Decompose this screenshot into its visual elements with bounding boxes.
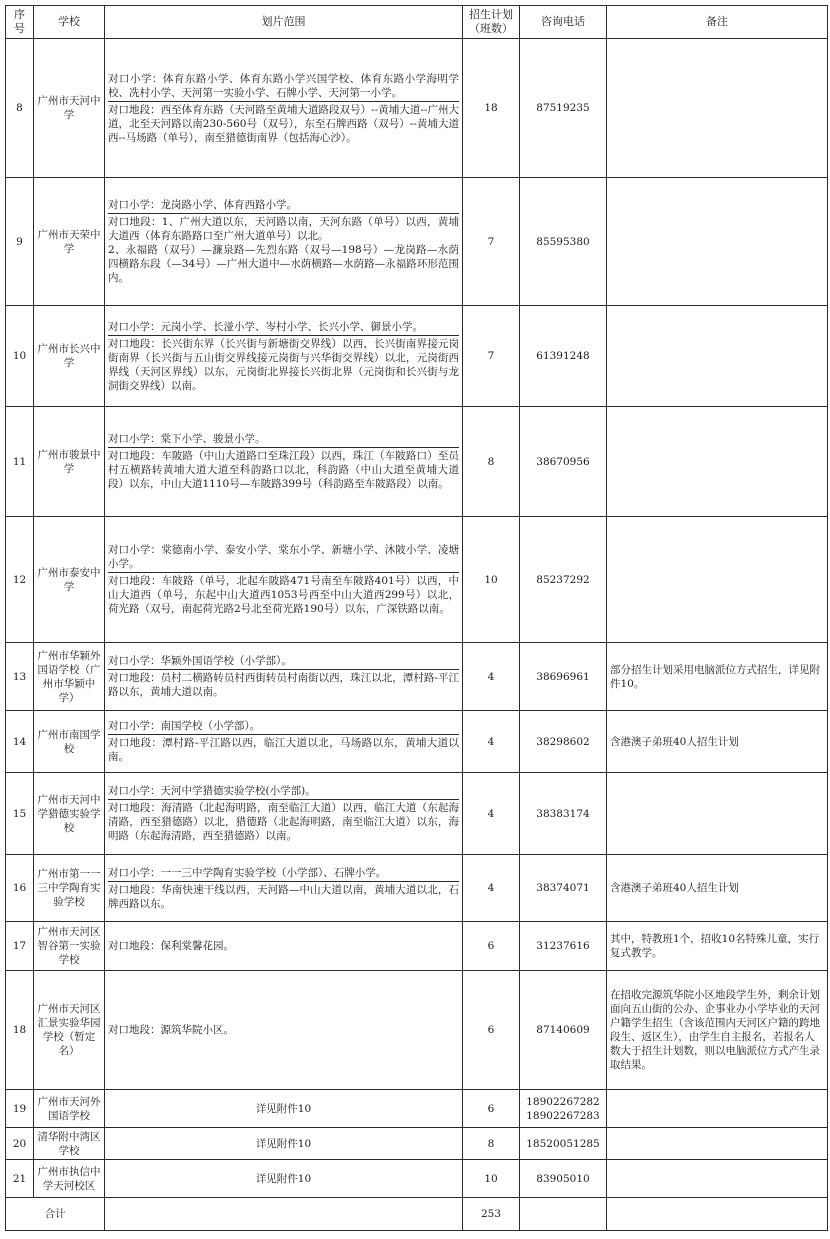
contact-phone-text: 38374071 bbox=[536, 882, 590, 894]
remarks bbox=[607, 922, 828, 971]
remarks bbox=[607, 711, 828, 773]
contact-phone-text: 87140609 bbox=[536, 1024, 590, 1036]
table-row bbox=[6, 971, 828, 1090]
table-row bbox=[6, 306, 828, 407]
matched-primary-schools: 对口小学：体育东路小学、体育东路小学兴国学校、体育东路小学海明学校、冼村小学、天河第一实验小学、石牌小学、天河第一小学。 bbox=[108, 72, 459, 99]
remarks bbox=[607, 855, 828, 922]
enrollment-plan bbox=[463, 711, 520, 773]
matched-area: 对口地段：长兴街东界（长兴街与新塘街交界线）以西，长兴街南界接元岗街南界（长兴街与五山街交界线接元岗街与兴华街交界线）以北，元岗街西界线（天河区界线）以东，元岗街北界接长兴街北界（元岗街和长兴街与龙洞街交界线）以南。 bbox=[108, 335, 459, 394]
school-name-text: 广州市骏景中学 bbox=[37, 448, 101, 475]
table-row bbox=[6, 39, 828, 178]
contact-phone bbox=[520, 855, 607, 922]
remarks-text: 其中，特教班1个，招收10名特殊儿童，实行复式教学。 bbox=[610, 933, 820, 959]
school-name-text: 广州市天荣中学 bbox=[37, 228, 101, 255]
header-plan: 招生计划（班数） bbox=[463, 6, 520, 39]
zoning-range bbox=[105, 407, 463, 517]
row-number-text: 10 bbox=[12, 350, 27, 362]
contact-phone bbox=[520, 1090, 607, 1128]
matched-area: 对口地段：1、广州大道以东，天河路以南，天河东路（单号）以西，黄埔大道西（体育东路路口至广州大道单号）以北。 2、永福路（双号）—濂泉路—先烈东路（双号—198号）—龙岗路—水荫四横路东段（—34号）—广州大道中—水荫横路—水荫路—永福路环形范围内。 bbox=[108, 213, 459, 286]
school-name-text: 清华附中湾区学校 bbox=[37, 1130, 101, 1157]
zoning-range-text: 详见附件10 bbox=[255, 1172, 312, 1185]
matched-area: 对口地段：源筑华院小区。 bbox=[108, 1024, 234, 1036]
enrollment-plan-text: 7 bbox=[487, 350, 495, 362]
row-number-text: 13 bbox=[12, 670, 27, 683]
contact-phone-text: 83905010 bbox=[536, 1172, 590, 1185]
matched-area: 对口地段：车陂路（中山大道路口至珠江段）以西，珠江（车陂路口）至员村五横路转黄埔大道大道至科韵路口以北，科韵路（中山大道至黄埔大道段）以东，中山大道1110号—车陂路399号（科韵路至车陂路段）以南。 bbox=[108, 447, 459, 492]
enrollment-plan-text: 4 bbox=[487, 807, 495, 820]
row-number bbox=[6, 1128, 34, 1160]
matched-area: 对口地段：保利棠馨花园。 bbox=[108, 940, 234, 952]
remarks-text: 含港澳子弟班40人招生计划 bbox=[610, 735, 739, 748]
remarks bbox=[607, 1090, 828, 1128]
row-number bbox=[6, 971, 34, 1090]
school-name bbox=[34, 306, 105, 407]
zoning-range bbox=[105, 922, 463, 971]
header-no: 序号 bbox=[6, 6, 34, 39]
header-row bbox=[6, 6, 828, 39]
table-row bbox=[6, 407, 828, 517]
contact-phone bbox=[520, 1128, 607, 1160]
school-name bbox=[34, 922, 105, 971]
enrollment-plan bbox=[463, 39, 520, 178]
total-phone-empty bbox=[520, 1198, 607, 1231]
enrollment-plan-text: 6 bbox=[487, 1102, 495, 1115]
enrollment-plan-text: 4 bbox=[487, 882, 495, 894]
enrollment-plan bbox=[463, 517, 520, 643]
enrollment-plan bbox=[463, 643, 520, 711]
zoning-range bbox=[105, 517, 463, 643]
row-number bbox=[6, 306, 34, 407]
table-row bbox=[6, 1090, 828, 1128]
contact-phone-text: 38696961 bbox=[536, 670, 590, 683]
remarks bbox=[607, 39, 828, 178]
row-number bbox=[6, 1160, 34, 1198]
remarks bbox=[607, 1160, 828, 1198]
row-number bbox=[6, 773, 34, 855]
contact-phone-text: 38383174 bbox=[536, 807, 590, 820]
remarks bbox=[607, 517, 828, 643]
enrollment-plan-text: 4 bbox=[487, 735, 495, 748]
matched-primary-schools: 对口小学：华颖外国语学校（小学部）。 bbox=[108, 655, 292, 667]
table-row bbox=[6, 711, 828, 773]
header-range: 划片范围 bbox=[105, 6, 463, 39]
zoning-range bbox=[105, 306, 463, 407]
table-row bbox=[6, 855, 828, 922]
total-range-empty bbox=[105, 1198, 463, 1231]
total-label: 合计 bbox=[6, 1198, 105, 1231]
row-number bbox=[6, 407, 34, 517]
zoning-range bbox=[105, 855, 463, 922]
school-name bbox=[34, 1160, 105, 1198]
school-name bbox=[34, 39, 105, 178]
row-number-text: 21 bbox=[12, 1172, 27, 1185]
enrollment-plan bbox=[463, 1128, 520, 1160]
school-name bbox=[34, 517, 105, 643]
row-number-text: 20 bbox=[12, 1137, 27, 1150]
school-name-text: 广州市执信中学天河校区 bbox=[37, 1165, 101, 1192]
contact-phone bbox=[520, 407, 607, 517]
contact-phone-text: 31237616 bbox=[536, 940, 590, 952]
enrollment-plan-text: 7 bbox=[487, 235, 495, 248]
school-name-text: 广州市华颖外国语学校（广州市华颖中学） bbox=[37, 649, 101, 704]
contact-phone bbox=[520, 178, 607, 306]
contact-phone bbox=[520, 306, 607, 407]
zoning-range bbox=[105, 971, 463, 1090]
zoning-range bbox=[105, 1090, 463, 1128]
remarks bbox=[607, 178, 828, 306]
school-name bbox=[34, 971, 105, 1090]
row-number bbox=[6, 855, 34, 922]
row-number-text: 11 bbox=[12, 455, 27, 468]
contact-phone-text: 85237292 bbox=[536, 573, 590, 586]
contact-phone bbox=[520, 922, 607, 971]
table-row bbox=[6, 517, 828, 643]
matched-area: 对口地段：华南快速干线以西，天河路—中山大道以南，黄埔大道以北，石牌西路以东。 bbox=[108, 881, 459, 912]
total-note-empty bbox=[607, 1198, 828, 1231]
school-name bbox=[34, 773, 105, 855]
contact-phone bbox=[520, 1160, 607, 1198]
total-plan: 253 bbox=[463, 1198, 520, 1231]
remarks bbox=[607, 1128, 828, 1160]
row-number-text: 12 bbox=[12, 573, 27, 586]
row-number bbox=[6, 178, 34, 306]
school-name bbox=[34, 711, 105, 773]
remarks bbox=[607, 306, 828, 407]
row-number-text: 16 bbox=[12, 882, 27, 894]
matched-primary-schools: 对口小学：棠德南小学、泰安小学、棠东小学、新塘小学、沐陂小学、凌塘小学。 bbox=[108, 544, 459, 570]
school-name bbox=[34, 1090, 105, 1128]
matched-primary-schools: 对口小学：龙岗路小学、体育西路小学。 bbox=[108, 199, 297, 211]
school-name bbox=[34, 178, 105, 306]
total-row bbox=[6, 1198, 828, 1231]
matched-area: 对口地段：海清路（北起海明路，南至临江大道）以西，临江大道（东起海清路，西至猎德路）以北，猎德路（北起海明路，南至临江大道）以东，海明路（东起海清路，西至猎德路）以南。 bbox=[108, 799, 459, 844]
school-name-text: 广州市天河区智谷第一实验学校 bbox=[37, 926, 101, 966]
table-row bbox=[6, 1160, 828, 1198]
enrollment-plan-text: 8 bbox=[487, 1137, 495, 1150]
table-row bbox=[6, 922, 828, 971]
contact-phone bbox=[520, 971, 607, 1090]
school-name-text: 广州市南国学校 bbox=[37, 728, 101, 755]
school-name-text: 广州市天河中学 bbox=[37, 95, 101, 121]
enrollment-plan-text: 4 bbox=[487, 670, 495, 683]
enrollment-plan-text: 6 bbox=[487, 1024, 495, 1036]
enrollment-plan-text: 6 bbox=[487, 940, 495, 952]
enrollment-plan bbox=[463, 178, 520, 306]
matched-area: 对口地段：车陂路（单号，北起车陂路471号南至车陂路401号）以西，中山大道西（单号，东起中山大道西1053号西至中山大道西299号）以北，荷光路（双号，南起荷光路2号北至荷光路190号）以东，广深铁路以南。 bbox=[108, 572, 459, 617]
remarks bbox=[607, 643, 828, 711]
zoning-range bbox=[105, 178, 463, 306]
school-name-text: 广州市泰安中学 bbox=[37, 566, 101, 593]
school-name bbox=[34, 643, 105, 711]
remarks bbox=[607, 971, 828, 1090]
matched-primary-schools: 对口小学：元岗小学、长湴小学、岑村小学、长兴小学、御景小学。 bbox=[108, 320, 423, 333]
zoning-range-text: 详见附件10 bbox=[255, 1102, 312, 1115]
enrollment-plan-text: 8 bbox=[487, 455, 495, 468]
header-note: 备注 bbox=[607, 6, 828, 39]
row-number-text: 14 bbox=[12, 735, 27, 748]
header-phone: 咨询电话 bbox=[520, 6, 607, 39]
enrollment-plan bbox=[463, 1090, 520, 1128]
enrollment-plan bbox=[463, 922, 520, 971]
contact-phone-text: 38670956 bbox=[536, 455, 590, 468]
enrollment-plan bbox=[463, 773, 520, 855]
row-number bbox=[6, 711, 34, 773]
row-number bbox=[6, 922, 34, 971]
zoning-range-text: 详见附件10 bbox=[255, 1137, 312, 1150]
contact-phone-text: 18902267282 18902267283 bbox=[526, 1095, 600, 1122]
row-number-text: 8 bbox=[16, 102, 23, 114]
enrollment-plan bbox=[463, 971, 520, 1090]
enrollment-plan bbox=[463, 1160, 520, 1198]
contact-phone-text: 87519235 bbox=[536, 102, 590, 114]
school-name bbox=[34, 407, 105, 517]
contact-phone bbox=[520, 711, 607, 773]
row-number-text: 9 bbox=[16, 235, 23, 248]
matched-area: 对口地段：西至体育东路（天河路至黄埔大道路段双号）--黄埔大道--广州大道，北至天河路以南230-560号（双号），东至石牌西路（双号）--黄埔大道西--马场路（单号），南至猎德街南界（包括海心沙）。 bbox=[108, 101, 459, 146]
contact-phone bbox=[520, 517, 607, 643]
matched-area: 对口地段：员村二横路转员村西街转员村南街以西，珠江以北，潭村路-平江路以东，黄埔大道以南。 bbox=[108, 669, 459, 700]
school-name bbox=[34, 855, 105, 922]
remarks-text: 含港澳子弟班40人招生计划 bbox=[610, 882, 739, 894]
row-number bbox=[6, 517, 34, 643]
school-name-text: 广州市天河中学猎德实验学校 bbox=[37, 793, 101, 834]
matched-primary-schools: 对口小学：一一三中学陶育实验学校（小学部）、石牌小学。 bbox=[108, 866, 387, 879]
enrollment-plan-text: 10 bbox=[484, 573, 498, 586]
contact-phone-text: 85595380 bbox=[536, 235, 590, 248]
zoning-range bbox=[105, 1160, 463, 1198]
zoning-range bbox=[105, 643, 463, 711]
matched-primary-schools: 对口小学：南国学校（小学部）。 bbox=[108, 720, 261, 732]
contact-phone bbox=[520, 39, 607, 178]
row-number-text: 17 bbox=[12, 940, 27, 952]
zoning-range bbox=[105, 39, 463, 178]
row-number-text: 18 bbox=[12, 1024, 27, 1036]
contact-phone-text: 38298602 bbox=[536, 735, 590, 748]
enrollment-plan-text: 18 bbox=[484, 102, 498, 114]
contact-phone-text: 61391248 bbox=[536, 350, 590, 362]
row-number-text: 19 bbox=[12, 1102, 27, 1115]
matched-area: 对口地段：潭村路-平江路以西，临江大道以北，马场路以东，黄埔大道以南。 bbox=[108, 734, 459, 765]
document-page bbox=[0, 5, 830, 1239]
table-row bbox=[6, 773, 828, 855]
zoning-range bbox=[105, 773, 463, 855]
remarks-text: 在招收完源筑华院小区地段学生外，剩余计划面向五山街的公办、企事业办小学毕业的天河户籍学生招生（含该范围内天河区户籍的跨地段生、返区生），由学生自主报名，若报名人数大于招生计划数，则以电脑派位方式产生录取结果。 bbox=[610, 989, 820, 1071]
enrollment-plan-text: 10 bbox=[484, 1172, 498, 1185]
school-name-text: 广州市长兴中学 bbox=[37, 343, 101, 369]
zoning-range bbox=[105, 711, 463, 773]
school-name-text: 广州市第一一三中学陶育实验学校 bbox=[37, 868, 101, 908]
row-number bbox=[6, 643, 34, 711]
remarks-text: 部分招生计划采用电脑派位方式招生，详见附件10。 bbox=[610, 663, 820, 690]
table-row bbox=[6, 178, 828, 306]
school-name bbox=[34, 1128, 105, 1160]
enrollment-plan bbox=[463, 855, 520, 922]
header-school: 学校 bbox=[34, 6, 105, 39]
table-row bbox=[6, 1128, 828, 1160]
school-name-text: 广州市天河区汇景实验华园学校（暂定名） bbox=[37, 1003, 101, 1057]
row-number-text: 15 bbox=[12, 807, 27, 820]
row-number bbox=[6, 1090, 34, 1128]
enrollment-table bbox=[5, 5, 828, 1231]
table-row bbox=[6, 643, 828, 711]
remarks bbox=[607, 773, 828, 855]
contact-phone bbox=[520, 773, 607, 855]
matched-primary-schools: 对口小学：棠下小学、骏景小学。 bbox=[108, 433, 266, 445]
zoning-range bbox=[105, 1128, 463, 1160]
contact-phone-text: 18520051285 bbox=[526, 1137, 600, 1150]
school-name-text: 广州市天河外国语学校 bbox=[37, 1095, 101, 1122]
remarks bbox=[607, 407, 828, 517]
enrollment-plan bbox=[463, 407, 520, 517]
enrollment-plan bbox=[463, 306, 520, 407]
matched-primary-schools: 对口小学：天河中学猎德实验学校(小学部)。 bbox=[108, 785, 316, 797]
row-number bbox=[6, 39, 34, 178]
contact-phone bbox=[520, 643, 607, 711]
